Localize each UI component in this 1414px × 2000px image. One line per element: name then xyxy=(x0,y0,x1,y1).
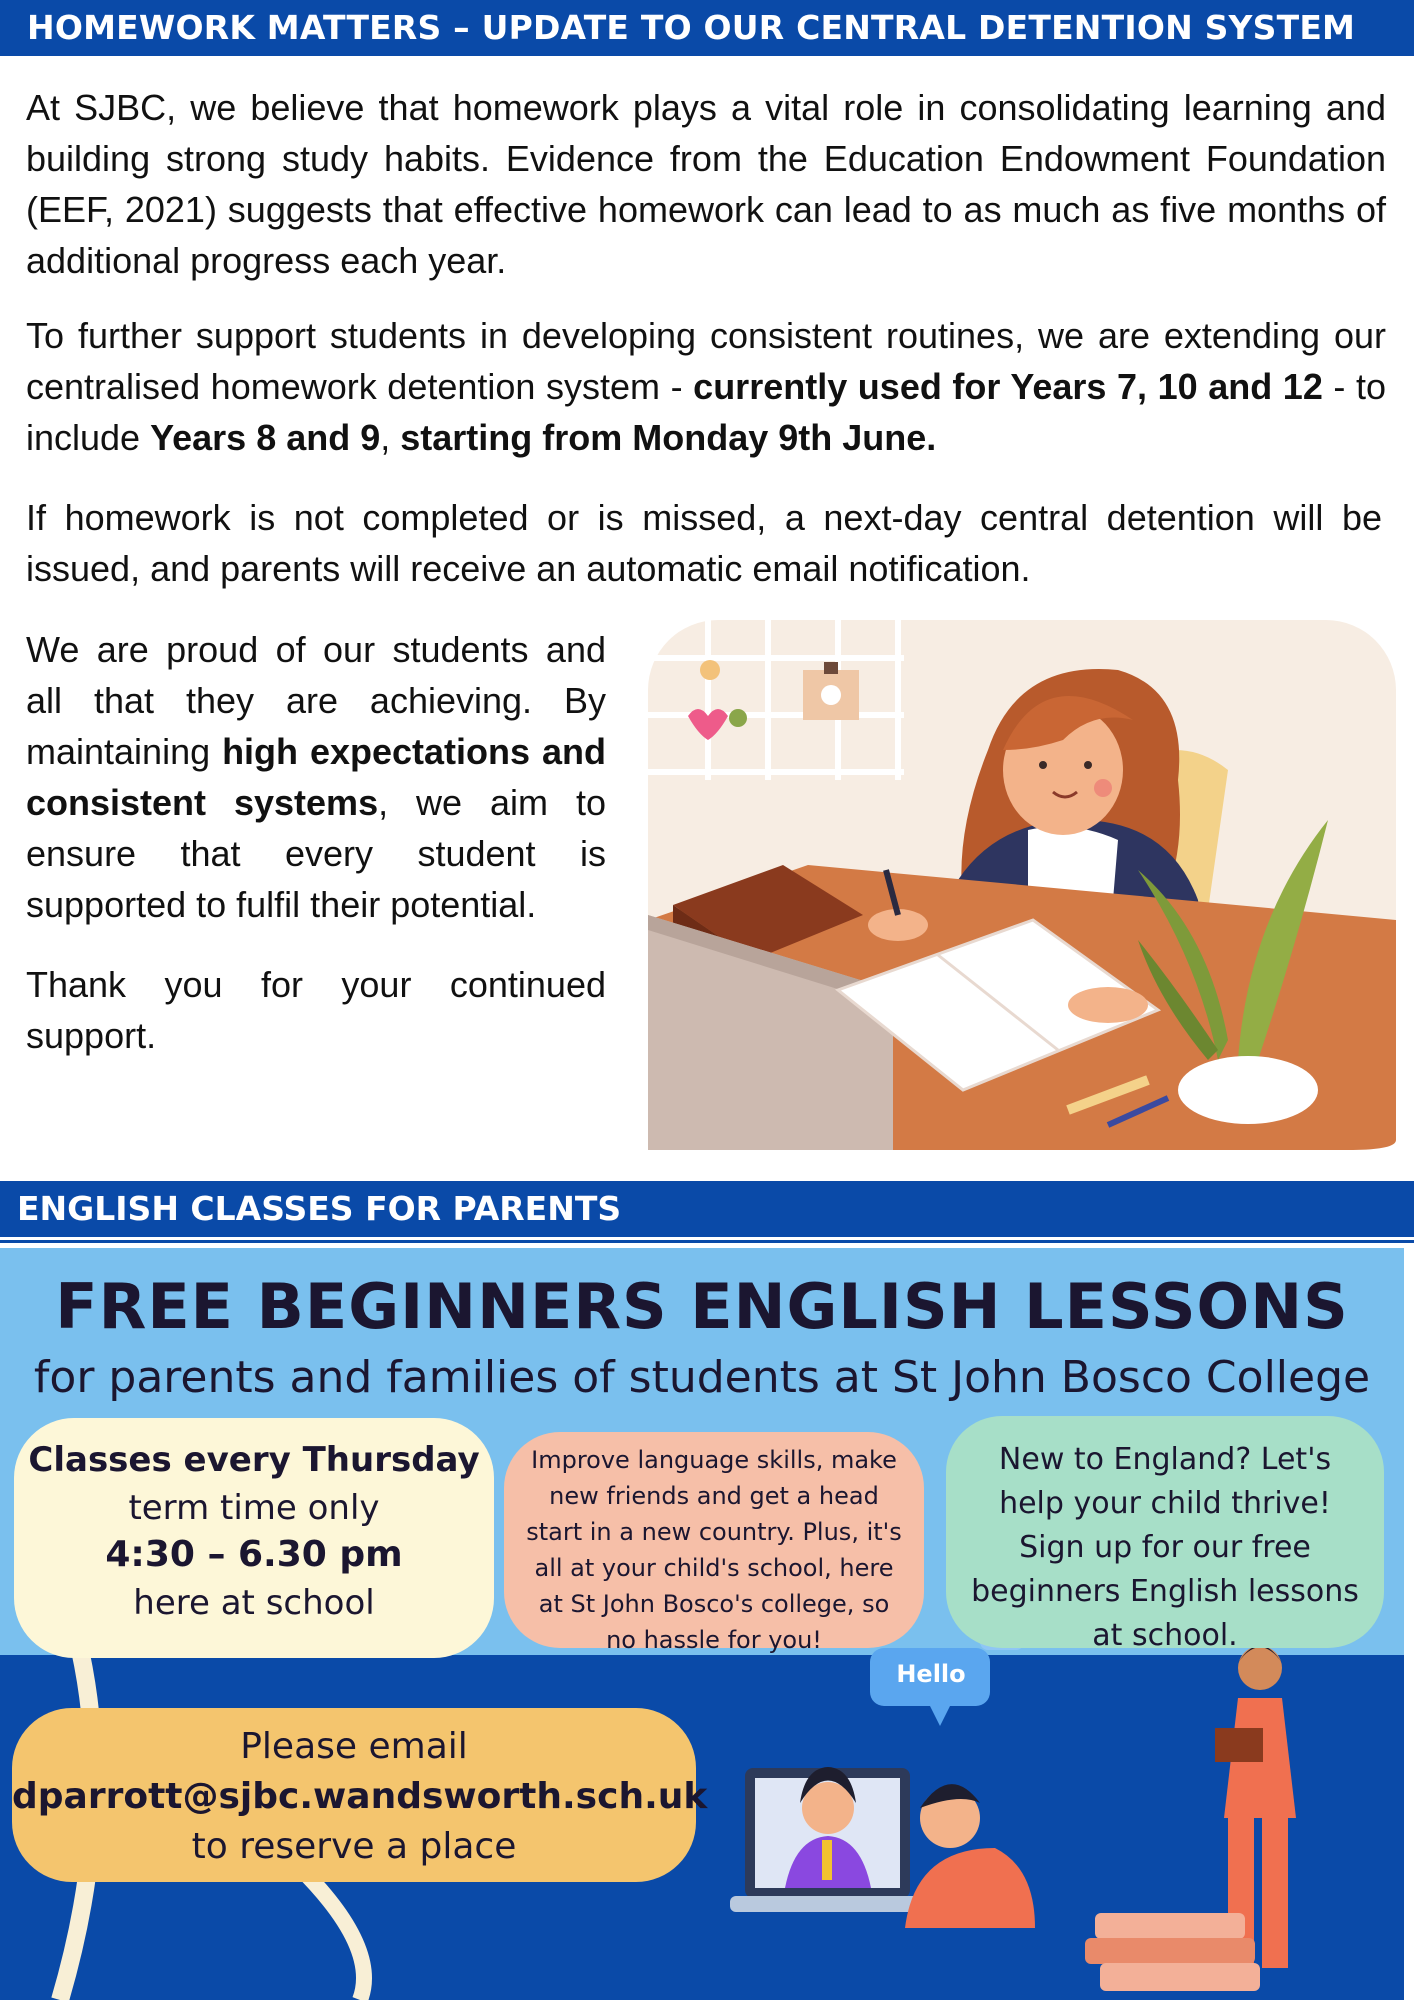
homework-paragraph-4 xyxy=(26,624,606,930)
benefits-bubble: Improve language skills, make new friends and get a head start in a new country. Plus, it's all at your child's school, here at St John Bosco's college, so no hassle for you! xyxy=(504,1432,924,1648)
poster-title: FREE BEGINNERS ENGLISH LESSONS xyxy=(55,1270,1349,1343)
p2-text-c: - to include xyxy=(26,366,1387,458)
section-divider xyxy=(0,1240,1414,1243)
homework-paragraph-1: At SJBC, we believe that homework plays a vital role in consolidating learning and building strong study habits. Evidence from the Education Endowment Foundation (EEF, 2021) suggests that effective homework can lead to as much as five months of additional progress each year. xyxy=(26,87,1386,281)
p2-text-a: To further support students in developing consistent routines, we are extending our centralised homework detention system - xyxy=(26,315,1386,407)
classes-time: 4:30 – 6.30 pm xyxy=(105,1534,403,1575)
p2-years-current: currently used for Years 7, 10 and 12 xyxy=(693,366,1323,407)
homework-section-heading: HOMEWORK MATTERS – UPDATE TO OUR CENTRAL DETENTION SYSTEM xyxy=(0,0,1414,56)
classes-term: term time only xyxy=(128,1488,380,1528)
hello-label: Hello xyxy=(896,1660,966,1688)
email-address-link[interactable]: dparrott@sjbc.wandsworth.sch.uk xyxy=(12,1776,708,1817)
classes-location: here at school xyxy=(133,1583,375,1623)
new-to-england-bubble: New to England? Let's help your child thrive! Sign up for our free beginners English lessons at school. xyxy=(946,1416,1384,1648)
p2-start-date: starting from Monday 9th June. xyxy=(400,417,937,458)
email-line-1: Please email xyxy=(240,1726,468,1767)
poster-subtitle: for parents and families of students at St John Bosco College xyxy=(33,1352,1371,1403)
p4-text-c: , we aim to ensure that every student is supported to fulfil their potential. xyxy=(26,782,606,925)
homework-paragraph-5: Thank you for your continued support. xyxy=(26,964,606,1056)
english-section-heading: ENGLISH CLASSES FOR PARENTS xyxy=(0,1181,1414,1237)
email-signup-bubble xyxy=(12,1708,708,1882)
homework-paragraph-3: If homework is not completed or is missed, a next-day central detention will be issued, and parents will receive an automatic email notification. xyxy=(26,497,1382,589)
english-lessons-poster xyxy=(0,1248,1404,2000)
girl-homework-illustration xyxy=(648,620,1396,1150)
homework-paragraph-2 xyxy=(26,310,1386,463)
classes-day: Classes every Thursday xyxy=(28,1440,480,1480)
p2-text-e: , xyxy=(380,417,401,458)
p4-emphasis: high expectations and consistent systems xyxy=(26,731,606,823)
p2-years-new: Years 8 and 9 xyxy=(150,417,381,458)
email-line-3: to reserve a place xyxy=(191,1826,517,1867)
classes-schedule-bubble xyxy=(14,1418,494,1658)
p4-text-a: We are proud of our students and all that they are achieving. By maintaining xyxy=(26,629,606,772)
